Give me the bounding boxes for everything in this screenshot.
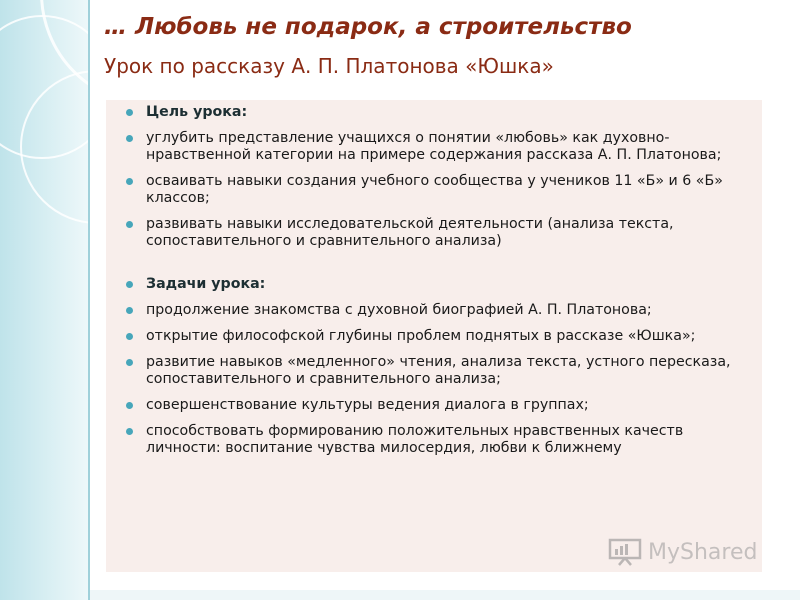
- bullet-dot-icon: [126, 402, 133, 409]
- list-item: [122, 173, 748, 207]
- list-item-text: осваивать навыки создания учебного сообщества у учеников 11 «Б» и 6 «Б» классов;: [146, 173, 723, 206]
- slide-title: … Любовь не подарок, а строительство: [104, 14, 632, 40]
- presentation-board-icon: [608, 538, 642, 566]
- bottom-band: [90, 590, 800, 600]
- list-item: [122, 354, 748, 388]
- bullet-dot-icon: [126, 359, 133, 366]
- bullet-dot-icon: [126, 135, 133, 142]
- bullet-dot-icon: [126, 428, 133, 435]
- list-item-text: развивать навыки исследовательской деятельности (анализа текста, сопоставительного и сравнительного анализа): [146, 216, 674, 249]
- list-item-text: способствовать формированию положительных нравственных качеств личности: воспитание чувства милосердия, любви к ближнему: [146, 423, 684, 456]
- bullet-dot-icon: [126, 178, 133, 185]
- stripe-edge-divider: [88, 0, 90, 600]
- bullet-dot-icon: [126, 221, 133, 228]
- slide-subtitle: Урок по рассказу А. П. Платонова «Юшка»: [104, 54, 554, 78]
- bullet-dot-icon: [126, 307, 133, 314]
- list-item: [122, 302, 748, 319]
- bullet-dot-icon: [126, 109, 133, 116]
- list-item-text: углубить представление учащихся о понятии «любовь» как духовно-нравственной категории на примере содержания рассказа А. П. Платонова;: [146, 130, 722, 163]
- bullet-list: [106, 100, 762, 457]
- list-heading-goal: [122, 104, 748, 121]
- list-item-text: открытие философской глубины проблем поднятых в рассказе «Юшка»;: [146, 328, 696, 344]
- list-item: [122, 130, 748, 164]
- list-item-text: Цель урока:: [146, 104, 248, 120]
- list-item: [122, 397, 748, 414]
- list-item: [122, 423, 748, 457]
- list-item-text: продолжение знакомства с духовной биографией А. П. Платонова;: [146, 302, 652, 318]
- bullet-dot-icon: [126, 333, 133, 340]
- decorative-side-stripe: [0, 0, 90, 600]
- bullet-dot-icon: [126, 281, 133, 288]
- watermark-text: MyShared: [648, 539, 758, 565]
- list-item: [122, 216, 748, 250]
- list-heading-tasks: [122, 276, 748, 293]
- watermark-logo: [608, 538, 757, 566]
- list-item-text: Задачи урока:: [146, 276, 266, 292]
- content-panel: [106, 100, 762, 572]
- list-item-text: совершенствование культуры ведения диалога в группах;: [146, 397, 589, 413]
- list-item: [122, 328, 748, 345]
- list-item-text: развитие навыков «медленного» чтения, анализа текста, устного пересказа, сопоставительного и сравнительного анализа;: [146, 354, 731, 387]
